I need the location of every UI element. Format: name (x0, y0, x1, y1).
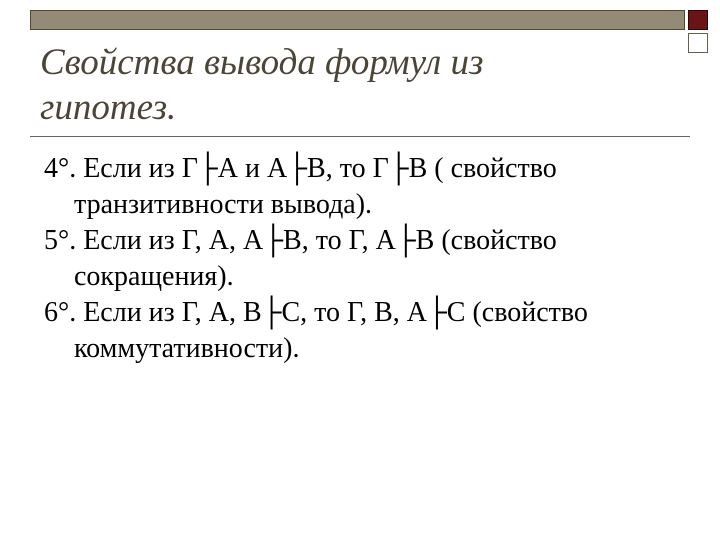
property-item-6-line-2: коммутативности). (74, 333, 300, 364)
slide-title (40, 40, 660, 130)
property-item-5-line-2: сокращения). (74, 261, 234, 292)
property-item-5-line-1: 5°. Если из Г, А, А├В, то Г, А├В (свойство (44, 225, 557, 256)
property-item-5 (44, 223, 704, 295)
slide-title-line-2: гипотез. (40, 87, 177, 128)
slide-title-line-1: Свойства вывода формул из (40, 42, 484, 83)
property-list (44, 151, 704, 367)
title-divider (30, 136, 690, 137)
property-item-6 (44, 295, 704, 367)
decorative-outline-square (688, 33, 708, 53)
decorative-filled-square (688, 10, 708, 30)
decorative-top-bar (30, 10, 685, 30)
property-item-6-line-1: 6°. Если из Г, А, В├С, то Г, В, А├С (свойство (44, 297, 588, 328)
property-item-4-line-2: транзитивности вывода). (74, 189, 373, 220)
property-item-4 (44, 151, 704, 223)
property-item-4-line-1: 4°. Если из Г├А и А├В, то Г├В ( свойство (44, 153, 557, 184)
